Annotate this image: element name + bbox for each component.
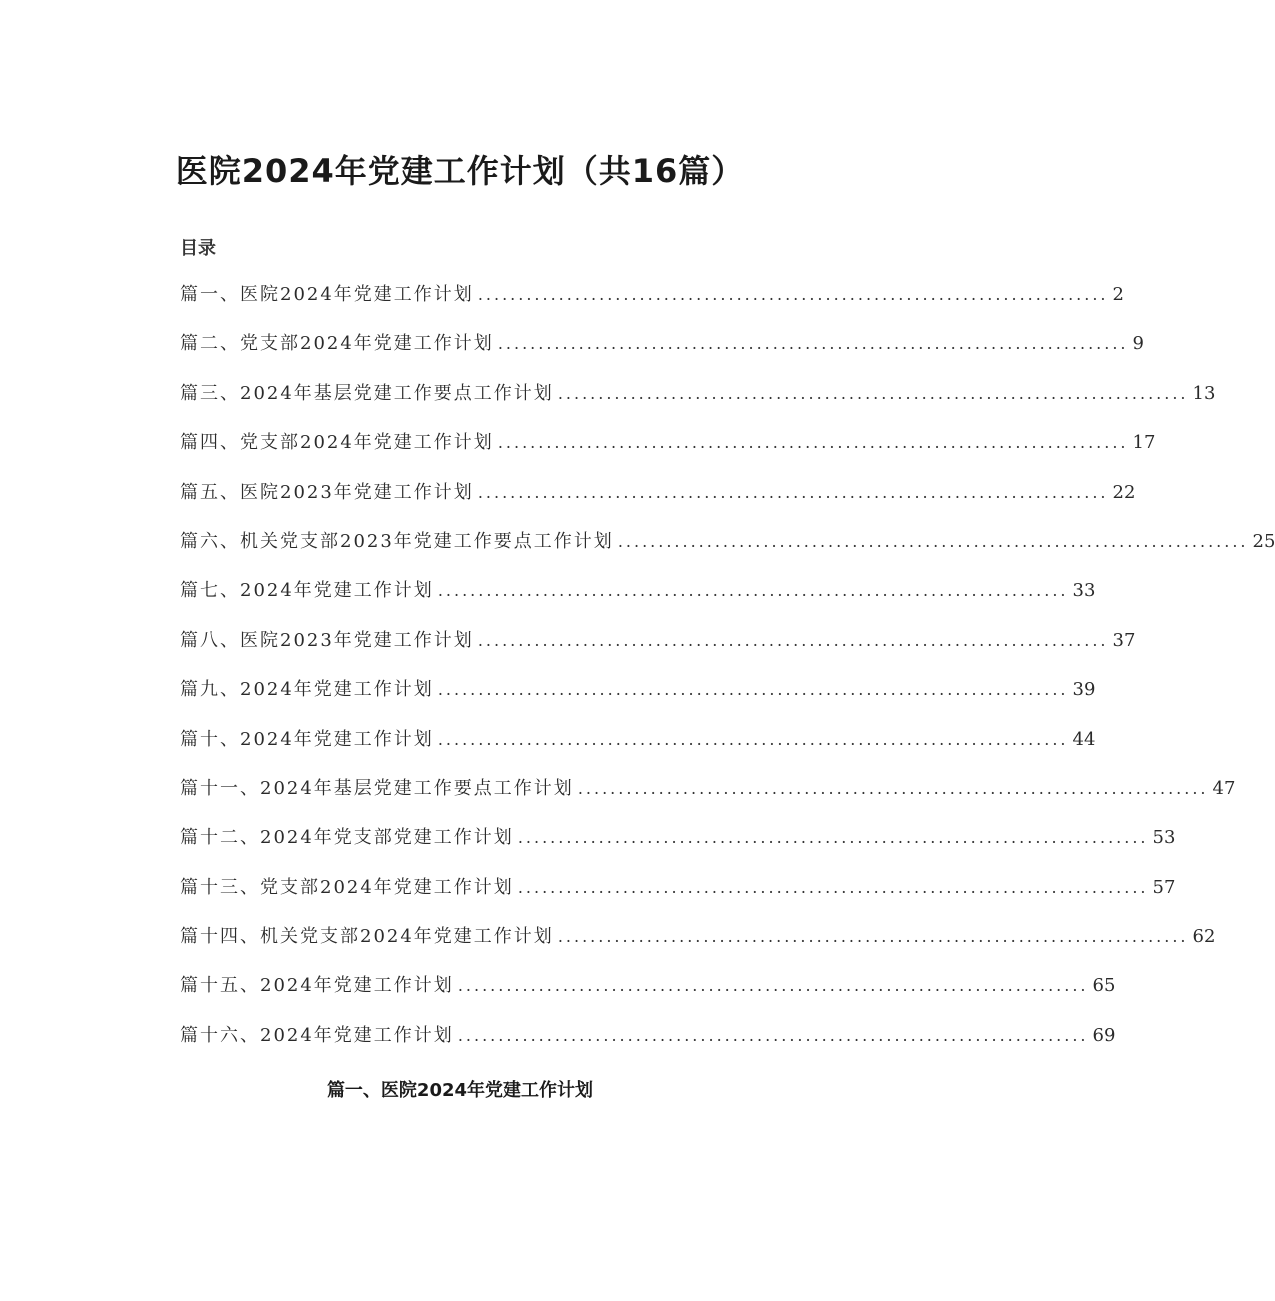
toc-heading: 目录: [180, 238, 216, 259]
toc-leader-dots: ..............................................................................: [477, 630, 1109, 650]
toc-item-page: 69: [1092, 1024, 1116, 1046]
toc-leader-dots: ..............................................................................: [557, 927, 1189, 947]
toc-item-11[interactable]: [180, 774, 1236, 823]
toc-leader-dots: ..............................................................................: [517, 828, 1149, 848]
toc-leader-dots: ..............................................................................: [477, 482, 1109, 502]
toc-item-10[interactable]: [180, 725, 1096, 774]
toc-leader-dots: ..............................................................................: [617, 531, 1249, 551]
toc-item-page: 53: [1152, 827, 1176, 849]
document-title: 医院2024年党建工作计划（共16篇）: [175, 152, 745, 190]
toc-item-page: 62: [1192, 926, 1216, 948]
toc-item-page: 57: [1152, 876, 1176, 898]
toc-item-page: 9: [1132, 333, 1144, 355]
toc-item-page: 37: [1112, 629, 1136, 651]
toc-item-14[interactable]: [180, 922, 1216, 971]
toc-item-3[interactable]: [180, 379, 1216, 428]
toc-leader-dots: ..............................................................................: [517, 877, 1149, 897]
toc-item-label: 篇五、医院2023年党建工作计划: [180, 481, 474, 503]
toc-item-label: 篇十三、党支部2024年党建工作计划: [180, 876, 514, 898]
section-heading: 篇一、医院2024年党建工作计划: [326, 1080, 594, 1101]
toc-item-13[interactable]: [180, 873, 1176, 922]
toc-item-8[interactable]: [180, 626, 1136, 675]
toc-leader-dots: ..............................................................................: [557, 383, 1189, 403]
toc-item-page: 2: [1112, 284, 1124, 305]
toc-item-label: 篇九、2024年党建工作计划: [180, 679, 434, 701]
toc-item-1[interactable]: [180, 280, 1124, 329]
toc-item-page: 22: [1112, 481, 1136, 503]
toc-item-page: 39: [1072, 679, 1096, 701]
toc-item-label: 篇八、医院2023年党建工作计划: [180, 629, 474, 651]
toc-item-2[interactable]: [180, 329, 1144, 378]
toc-item-label: 篇二、党支部2024年党建工作计划: [180, 333, 494, 355]
toc-item-label: 篇三、2024年基层党建工作要点工作计划: [180, 382, 554, 404]
toc-item-4[interactable]: [180, 428, 1156, 477]
toc-item-7[interactable]: [180, 576, 1096, 625]
toc-item-label: 篇七、2024年党建工作计划: [180, 580, 434, 602]
toc-item-label: 篇十一、2024年基层党建工作要点工作计划: [180, 777, 574, 799]
toc-item-page: 44: [1072, 728, 1096, 750]
toc-item-label: 篇十、2024年党建工作计划: [180, 728, 434, 750]
toc-item-16[interactable]: [180, 1021, 1116, 1070]
toc-item-page: 47: [1212, 777, 1236, 799]
toc-item-page: 13: [1192, 382, 1216, 404]
toc-item-label: 篇十二、2024年党支部党建工作计划: [180, 827, 514, 849]
toc-leader-dots: ..............................................................................: [457, 976, 1089, 996]
toc-item-15[interactable]: [180, 971, 1116, 1020]
toc-item-page: 65: [1092, 975, 1116, 997]
toc-item-12[interactable]: [180, 823, 1176, 872]
toc-item-label: 篇六、机关党支部2023年党建工作要点工作计划: [180, 530, 614, 552]
toc-leader-dots: ..............................................................................: [577, 778, 1209, 798]
toc-leader-dots: ..............................................................................: [437, 581, 1069, 601]
toc-item-page: 25: [1252, 530, 1275, 552]
toc-leader-dots: ..............................................................................: [497, 334, 1129, 354]
toc-leader-dots: ..............................................................................: [497, 433, 1129, 453]
toc-leader-dots: ..............................................................................: [477, 285, 1109, 304]
toc-leader-dots: ..............................................................................: [437, 680, 1069, 700]
toc-item-page: 33: [1072, 580, 1096, 602]
toc-leader-dots: ..............................................................................: [437, 729, 1069, 749]
toc-item-6[interactable]: [180, 527, 1275, 576]
toc-item-label: 篇十五、2024年党建工作计划: [180, 975, 454, 997]
toc-item-5[interactable]: [180, 478, 1136, 527]
toc-item-label: 篇四、党支部2024年党建工作计划: [180, 432, 494, 454]
toc-item-label: 篇十六、2024年党建工作计划: [180, 1024, 454, 1046]
table-of-contents: [180, 280, 1275, 1070]
toc-item-label: 篇十四、机关党支部2024年党建工作计划: [180, 926, 554, 948]
toc-item-page: 17: [1132, 432, 1156, 454]
toc-item-label: 篇一、医院2024年党建工作计划: [180, 284, 474, 305]
toc-leader-dots: ..............................................................................: [457, 1025, 1089, 1045]
toc-item-9[interactable]: [180, 675, 1096, 724]
